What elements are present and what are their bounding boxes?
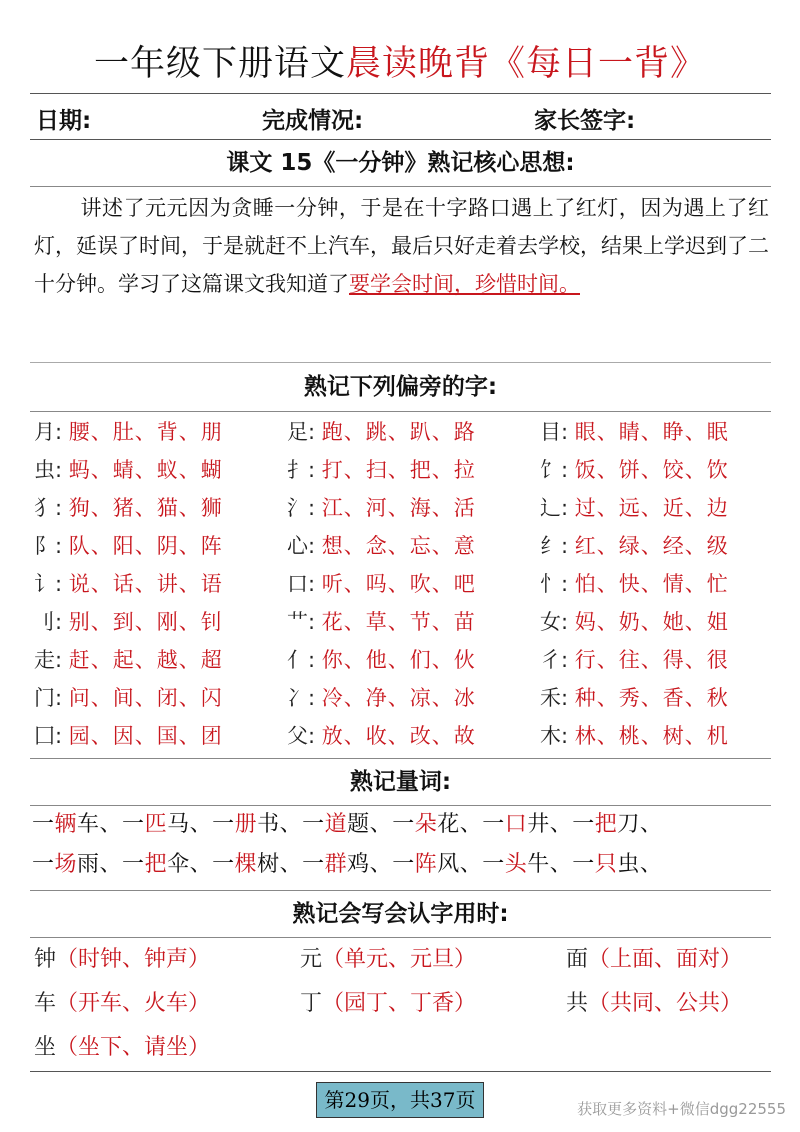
mw-classifier: 把 — [594, 812, 618, 837]
radical: 木: — [540, 724, 569, 748]
radical-cell — [287, 682, 476, 712]
radical-cell — [287, 568, 476, 598]
date-label: 日期: — [36, 108, 92, 134]
lesson-highlight: 要学会时间，珍惜时间。 — [349, 272, 580, 296]
mw-number: 一 — [122, 852, 145, 877]
page-title — [0, 40, 800, 88]
radical: 刂: — [34, 610, 63, 634]
radical: 艹: — [287, 610, 316, 634]
radical: 讠: — [34, 572, 63, 596]
radical: 父: — [287, 724, 316, 748]
radical-chars: 听、吗、吹、吧 — [321, 572, 476, 596]
radical-chars: 过、远、近、边 — [574, 496, 729, 520]
radical-chars: 说、话、讲、语 — [68, 572, 223, 596]
radical: 心: — [287, 534, 316, 558]
usage-char: 共 — [566, 991, 589, 1016]
mw-number: 一 — [572, 852, 595, 877]
radical: 门: — [34, 686, 63, 710]
mw-classifier: 把 — [144, 852, 168, 877]
radical-cell — [34, 606, 223, 636]
radical: 氵: — [287, 496, 316, 520]
radical-chars: 行、往、得、很 — [574, 648, 729, 672]
mw-noun: 刀、 — [617, 812, 663, 837]
radical-row — [30, 682, 771, 720]
radical: 禾: — [540, 686, 569, 710]
radical-cell — [540, 606, 729, 636]
radical-cell — [540, 644, 729, 674]
measure-words-row — [32, 807, 772, 838]
word-usage-title: 熟记会写会认字用时: — [30, 890, 771, 938]
measure-words-title: 熟记量词: — [30, 758, 771, 806]
mw-classifier: 朵 — [414, 812, 438, 837]
mw-noun: 雨、 — [77, 852, 123, 877]
radical: 口: — [287, 572, 316, 596]
radical-chars: 腰、肚、背、朋 — [68, 420, 223, 444]
usage-words: （坐下、请坐） — [56, 1035, 211, 1060]
radical-cell — [540, 720, 729, 750]
radical-cell — [34, 720, 223, 750]
radicals-title: 熟记下列偏旁的字: — [30, 362, 771, 412]
mw-classifier: 册 — [234, 812, 258, 837]
radical-cell — [287, 454, 476, 484]
mw-noun: 书、 — [257, 812, 303, 837]
radical-chars: 想、念、忘、意 — [321, 534, 476, 558]
mw-number: 一 — [212, 812, 235, 837]
radical-chars: 赶、起、越、超 — [68, 648, 223, 672]
header-row — [30, 94, 771, 140]
mw-noun: 牛、 — [527, 852, 573, 877]
radical-chars: 林、桃、树、机 — [574, 724, 729, 748]
radical: 月: — [34, 420, 63, 444]
mw-classifier: 匹 — [144, 812, 168, 837]
watermark: 获取更多资料+微信dgg22555 — [577, 1100, 786, 1118]
radical-cell — [287, 416, 476, 446]
mw-classifier: 群 — [324, 852, 348, 877]
word-usage-item — [34, 942, 210, 973]
radical-cell — [34, 644, 223, 674]
usage-char: 坐 — [34, 1035, 57, 1060]
radical-row — [30, 454, 771, 492]
mw-number: 一 — [32, 812, 55, 837]
lesson-title: 课文 15《一分钟》熟记核心思想: — [30, 140, 771, 187]
radical-chars: 种、秀、香、秋 — [574, 686, 729, 710]
radical-row — [30, 492, 771, 530]
radical-row — [30, 606, 771, 644]
mw-noun: 题、 — [347, 812, 393, 837]
word-usage-item — [34, 986, 210, 1017]
radicals-grid — [30, 412, 771, 757]
parent-signature-label: 家长签字: — [534, 108, 636, 134]
usage-char: 元 — [300, 947, 323, 972]
mw-classifier: 头 — [504, 852, 528, 877]
word-usage-item — [566, 986, 742, 1017]
radical-chars: 蚂、蜻、蚁、蝴 — [68, 458, 223, 482]
radical: 囗: — [34, 724, 63, 748]
radical: 女: — [540, 610, 569, 634]
radical-cell — [287, 530, 476, 560]
mw-number: 一 — [392, 852, 415, 877]
usage-char: 面 — [566, 947, 589, 972]
radical: 足: — [287, 420, 316, 444]
radical-chars: 狗、猪、猫、狮 — [68, 496, 223, 520]
radical: 亻: — [287, 648, 316, 672]
radical-cell — [540, 492, 729, 522]
radical-cell — [287, 720, 476, 750]
usage-char: 丁 — [300, 991, 323, 1016]
radical: 冫: — [287, 686, 316, 710]
radical-chars: 问、间、闭、闪 — [68, 686, 223, 710]
lesson-paragraph — [34, 189, 769, 303]
usage-words: （单元、元旦） — [322, 947, 477, 972]
radical-chars: 妈、奶、她、姐 — [574, 610, 729, 634]
radical: 彳: — [540, 648, 569, 672]
mw-noun: 树、 — [257, 852, 303, 877]
mw-classifier: 棵 — [234, 852, 258, 877]
radical: 阝: — [34, 534, 63, 558]
radical: 犭: — [34, 496, 63, 520]
page-indicator: 第29页，共37页 — [316, 1082, 484, 1118]
radical-cell — [540, 454, 729, 484]
radical-cell — [287, 492, 476, 522]
title-part1: 一年级下册语文 — [93, 44, 346, 84]
radical: 纟: — [540, 534, 569, 558]
radical-cell — [34, 416, 223, 446]
radical: 辶: — [540, 496, 569, 520]
word-usage-item — [300, 986, 476, 1017]
radical-cell — [287, 606, 476, 636]
mw-classifier: 辆 — [54, 812, 78, 837]
radical-chars: 队、阳、阴、阵 — [68, 534, 223, 558]
mw-classifier: 只 — [594, 852, 618, 877]
radical-chars: 放、收、改、故 — [321, 724, 476, 748]
radical-row — [30, 644, 771, 682]
measure-words-row — [32, 847, 772, 878]
usage-words: （时钟、钟声） — [56, 947, 211, 972]
radical: 扌: — [287, 458, 316, 482]
radical-cell — [287, 644, 476, 674]
worksheet-frame — [30, 93, 771, 1072]
mw-noun: 鸡、 — [347, 852, 393, 877]
mw-noun: 虫、 — [617, 852, 663, 877]
mw-number: 一 — [122, 812, 145, 837]
word-usage-item — [566, 942, 742, 973]
usage-char: 钟 — [34, 947, 57, 972]
mw-noun: 井、 — [527, 812, 573, 837]
usage-words: （上面、面对） — [588, 947, 743, 972]
mw-number: 一 — [212, 852, 235, 877]
radical: 饣: — [540, 458, 569, 482]
radical-row — [30, 720, 771, 758]
mw-noun: 马、 — [167, 812, 213, 837]
radical-cell — [540, 568, 729, 598]
mw-classifier: 道 — [324, 812, 348, 837]
radical-row — [30, 416, 771, 454]
mw-noun: 伞、 — [167, 852, 213, 877]
mw-number: 一 — [302, 812, 325, 837]
usage-char: 车 — [34, 991, 57, 1016]
radical-chars: 跑、跳、趴、路 — [321, 420, 476, 444]
status-label: 完成情况: — [262, 108, 364, 134]
radical-chars: 冷、净、凉、冰 — [321, 686, 476, 710]
radical-chars: 饭、饼、饺、饮 — [574, 458, 729, 482]
radical-cell — [540, 416, 729, 446]
radical-cell — [34, 682, 223, 712]
mw-noun: 花、 — [437, 812, 483, 837]
radical-cell — [34, 568, 223, 598]
radical-chars: 别、到、刚、钊 — [68, 610, 223, 634]
radical-row — [30, 530, 771, 568]
mw-classifier: 阵 — [414, 852, 438, 877]
radical-row — [30, 568, 771, 606]
title-part2: 晨读晚背《每日一背》 — [346, 44, 707, 84]
radical-cell — [540, 682, 729, 712]
mw-noun: 车、 — [77, 812, 123, 837]
mw-classifier: 场 — [54, 852, 78, 877]
radical-chars: 花、草、节、苗 — [321, 610, 476, 634]
radical: 走: — [34, 648, 63, 672]
radical-cell — [34, 492, 223, 522]
radical: 目: — [540, 420, 569, 444]
radical: 忄: — [540, 572, 569, 596]
mw-number: 一 — [482, 812, 505, 837]
mw-classifier: 口 — [504, 812, 528, 837]
usage-words: （园丁、丁香） — [322, 991, 477, 1016]
radical-cell — [34, 454, 223, 484]
word-usage-item — [34, 1030, 210, 1061]
lesson-text: 讲述了元元因为贪睡一分钟，于是在十字路口遇上了红灯，因为遇上了红灯，延误了时间，于是就赶不上汽车，最后只好走着去学校，结果上学迟到了二十分钟。学习了这篇课文我知道了 — [34, 196, 769, 296]
radical-chars: 你、他、们、伙 — [321, 648, 476, 672]
mw-number: 一 — [572, 812, 595, 837]
mw-noun: 风、 — [437, 852, 483, 877]
mw-number: 一 — [482, 852, 505, 877]
usage-words: （开车、火车） — [56, 991, 211, 1016]
radical-cell — [540, 530, 729, 560]
radical-chars: 打、扫、把、拉 — [321, 458, 476, 482]
mw-number: 一 — [392, 812, 415, 837]
usage-words: （共同、公共） — [588, 991, 743, 1016]
radical: 虫: — [34, 458, 63, 482]
radical-chars: 红、绿、经、级 — [574, 534, 729, 558]
radical-chars: 江、河、海、活 — [321, 496, 476, 520]
mw-number: 一 — [32, 852, 55, 877]
radical-cell — [34, 530, 223, 560]
radical-chars: 怕、快、情、忙 — [574, 572, 729, 596]
mw-number: 一 — [302, 852, 325, 877]
radical-chars: 眼、睛、睁、眠 — [574, 420, 729, 444]
radical-chars: 园、因、国、团 — [68, 724, 223, 748]
word-usage-item — [300, 942, 476, 973]
